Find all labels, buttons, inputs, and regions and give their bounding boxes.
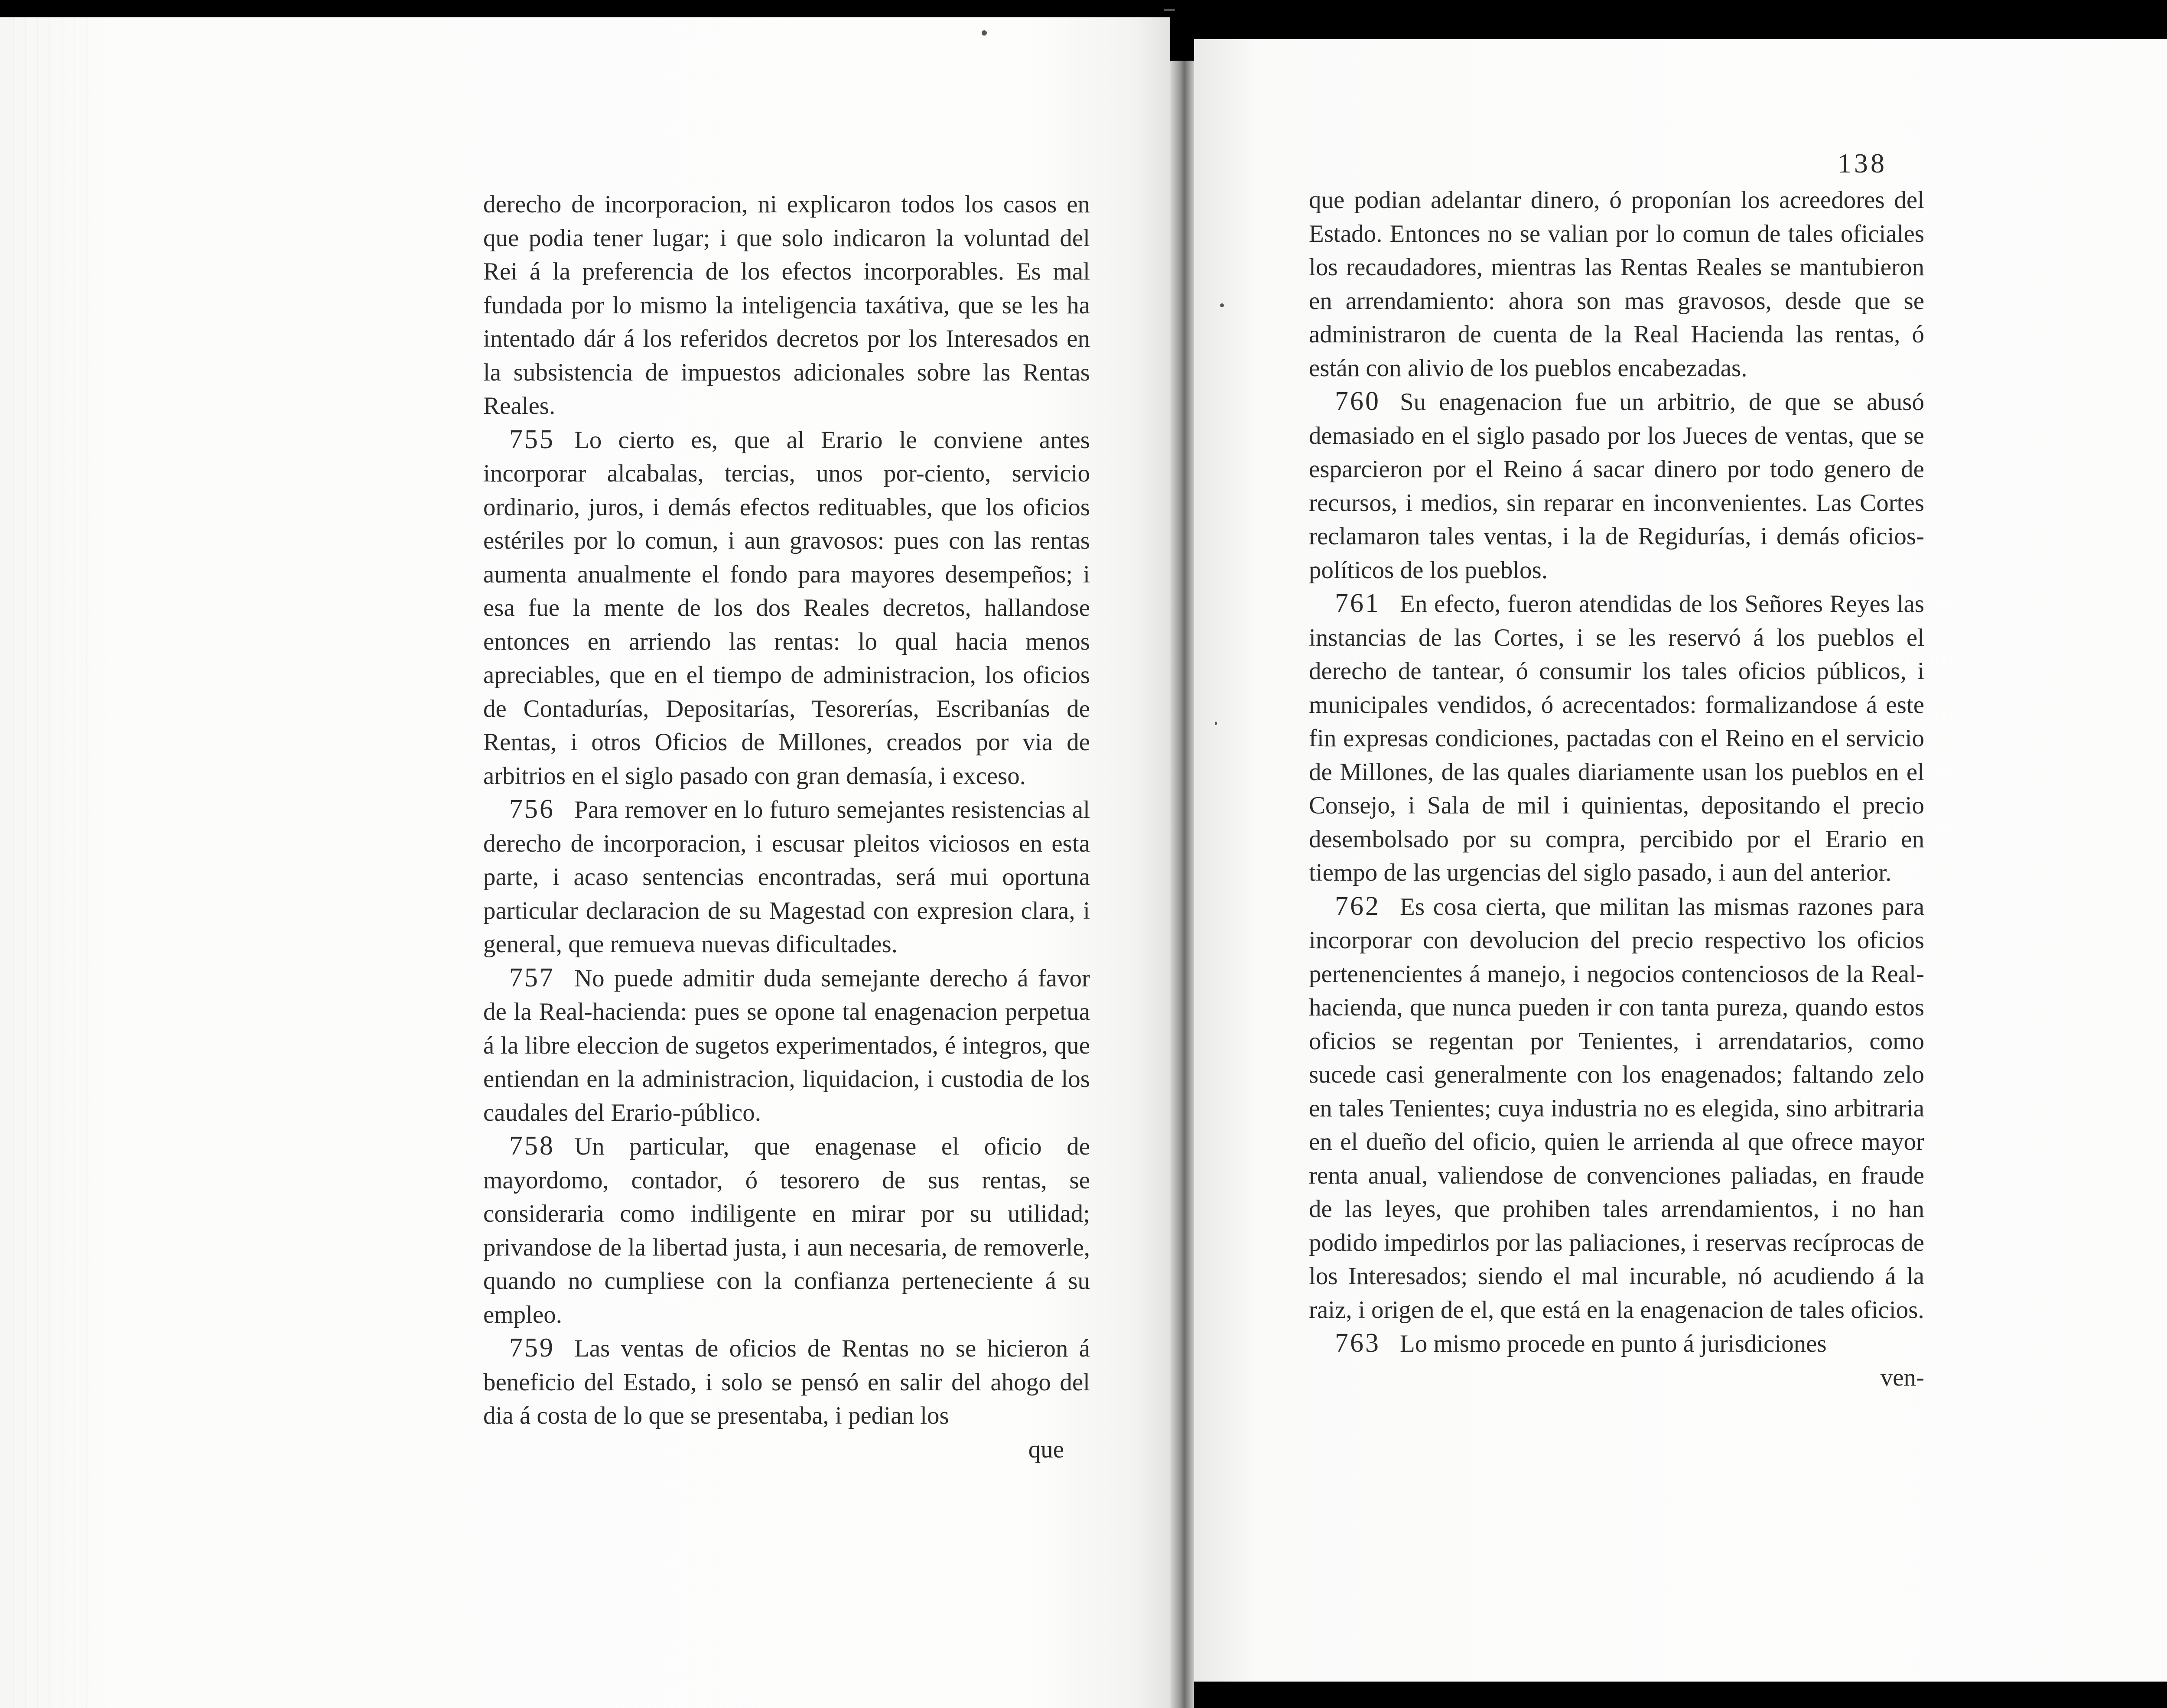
paragraph	[1309, 1327, 1924, 1361]
paragraph-text: Es cosa cierta, que militan las mismas razones para incorporar con devolucion del precio respectivo los oficios pertenencientes á manejo, i negocios contenciosos de la Real-hacienda, que nunca pueden ir con tanta pureza, quando estos oficios se regentan por Tenientes, i arrendatarios, como sucede casi generalmente con los enagenados; faltando zelo en tales Tenientes; cuya industria no es elegida, sino arbitraria en el dueño del oficio, quien le arrienda al que ofrece mayor renta anual, valiendose de convenciones paliadas, en fraude de las leyes, que prohiben tales arrendamientos, i no han podido impedirlos por las paliaciones, i reservas recíprocas de los Interesados; siendo el mal incurable, nó acudiendo á la raiz, i origen de el, que está en la enagenacion de tales oficios.	[1309, 893, 1924, 1324]
paragraph	[1309, 385, 1924, 587]
paragraph	[1309, 587, 1924, 890]
dust-speck	[982, 30, 987, 36]
dust-speck	[1220, 303, 1224, 307]
paragraph-number: 760	[1335, 387, 1380, 416]
paragraph	[1309, 183, 1924, 385]
book-gutter	[1170, 61, 1194, 1708]
paragraph-number: 762	[1335, 891, 1380, 921]
paragraph-number: 757	[509, 963, 555, 992]
catchword: ven-	[1880, 1363, 1924, 1391]
paragraph	[483, 423, 1090, 793]
right-page-text	[1309, 183, 1924, 1394]
paragraph-text: derecho de incorporacion, ni explicaron todos los casos en que podia tener lugar; i que solo indicaron la voluntad del Rei á la preferencia de los efectos incorporables. Es mal fundada por lo mismo la inteligencia taxátiva, que se les ha intentado dár á los referidos decretos por los Interesados en la subsistencia de impuestos adicionales sobre las Rentas Reales.	[483, 191, 1090, 420]
left-page-text	[483, 188, 1090, 1466]
paragraph-text: Lo cierto es, que al Erario le conviene antes incorporar alcabalas, tercias, unos por-ciento, servicio ordinario, juros, i demás efectos redituables, que los oficios estériles por lo comun, i aun gravosos: pues con las rentas aumenta anualmente el fondo para mayores desempeños; i esa fue la mente de los dos Reales decretos, hallandose entonces en arriendo las rentas: lo qual hacia menos apreciables, que en el tiempo de administracion, los oficios de Contadurías, Depositarías, Tesorerías, Escribanías de Rentas, i otros Oficios de Millones, creados por via de arbitrios en el siglo pasado con gran demasía, i exceso.	[483, 426, 1090, 790]
paragraph-text: No puede admitir duda semejante derecho á favor de la Real-hacienda: pues se opone tal enagenacion perpetua á la libre eleccion de sugetos experimentados, é integros, que entiendan en la administracion, liquidacion, i custodia de los caudales del Erario-público.	[483, 964, 1090, 1126]
paragraph-text: En efecto, fueron atendidas de los Señores Reyes las instancias de las Cortes, i se les reservó á los pueblos el derecho de tantear, ó consumir los tales oficios públicos, i municipales vendidos, ó acrecentados: formalizandose á este fin expresas condiciones, pactadas con el Reino en el servicio de Millones, de las quales diariamente usan los pueblos en el Consejo, i Sala de mil i quinientas, depositando el precio desembolsado por su compra, percibido por el Erario en tiempo de las urgencias del siglo pasado, i aun del anterior.	[1309, 590, 1924, 886]
catchword: que	[1028, 1435, 1064, 1463]
dust-speck	[1215, 722, 1217, 725]
paragraph-text: Su enagenacion fue un arbitrio, de que se abusó demasiado en el siglo pasado por los Jueces de ventas, que se esparcieron por el Reino á sacar dinero por todo genero de recursos, i medios, sin reparar en inconvenientes. Las Cortes reclamaron tales ventas, i la de Regidurías, i demás oficios-políticos de los pueblos.	[1309, 388, 1924, 584]
paragraph-text: que podian adelantar dinero, ó proponían los acreedores del Estado. Entonces no se valian por lo comun de tales oficiales los recaudadores, mientras las Rentas Reales se mantubieron en arrendamiento: ahora son mas gravosos, desde que se administraron de cuenta de la Real Hacienda las rentas, ó están con alivio de los pueblos encabezadas.	[1309, 186, 1924, 382]
paragraph	[1309, 890, 1924, 1327]
paragraph-text: Lo mismo procede en punto á jurisdiciones	[1400, 1330, 1827, 1357]
dust-speck	[1164, 9, 1175, 11]
paragraph-number: 763	[1335, 1328, 1380, 1358]
paragraph	[483, 188, 1090, 423]
paragraph-number: 755	[509, 424, 555, 454]
paragraph	[483, 961, 1090, 1130]
paragraph	[483, 793, 1090, 961]
paragraph-number: 756	[509, 794, 555, 824]
paragraph-number: 761	[1335, 589, 1380, 618]
paragraph	[483, 1129, 1090, 1331]
page-edge-stack	[13, 17, 91, 1708]
paragraph-text: Un particular, que enagenase el oficio de mayordomo, contador, ó tesorero de sus rentas, se consideraria como indiligente en mirar por su utilidad; privandose de la libertad justa, i aun necesaria, de removerle, quando no cumpliese con la confianza perteneciente á su empleo.	[483, 1133, 1090, 1328]
paragraph-number: 759	[509, 1333, 555, 1363]
paragraph-text: Las ventas de oficios de Rentas no se hicieron á beneficio del Estado, i solo se pensó en salir del ahogo del dia á costa de lo que se presentaba, i pedian los	[483, 1335, 1090, 1429]
page-number: 138	[1838, 148, 1887, 179]
paragraph-number: 758	[509, 1131, 555, 1161]
paragraph-text: Para remover en lo futuro semejantes resistencias al derecho de incorporacion, i escusar pleitos viciosos en esta parte, i acaso sentencias encontradas, será mui oportuna particular declaracion de su Magestad con expresion clara, i general, que remueva nuevas dificultades.	[483, 796, 1090, 958]
paragraph	[483, 1331, 1090, 1433]
